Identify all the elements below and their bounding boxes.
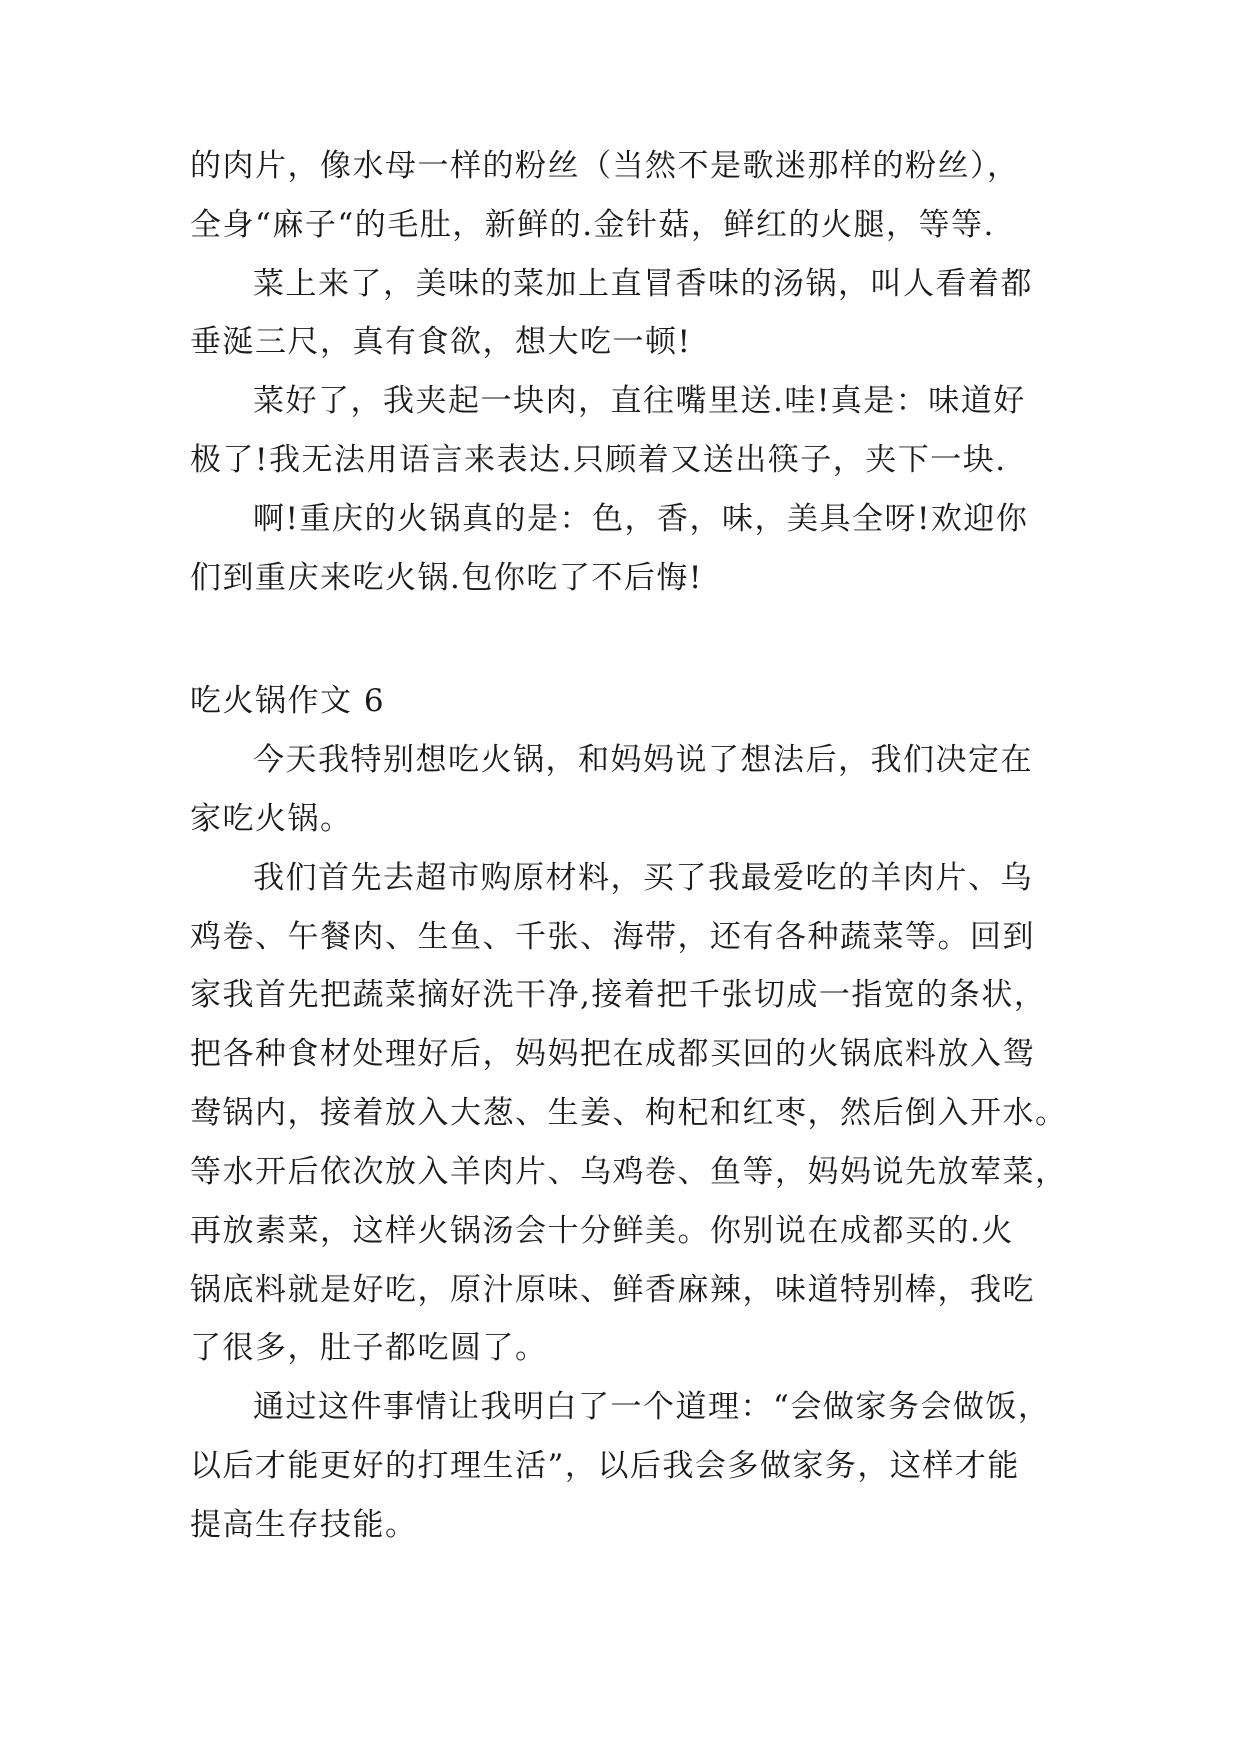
paragraph-line: 今天我特别想吃火锅，和妈妈说了想法后，我们决定在 bbox=[253, 742, 1033, 778]
paragraph-line: 极了!我无法用语言来表达.只顾着又送出筷子，夹下一块. bbox=[190, 442, 1007, 478]
paragraph-line: 我们首先去超市购原材料，买了我最爱吃的羊肉片、乌 bbox=[253, 860, 1033, 896]
paragraph-line: 们到重庆来吃火锅.包你吃了不后悔! bbox=[190, 560, 703, 596]
paragraph-line: 提高生存技能。 bbox=[190, 1507, 418, 1543]
paragraph-line: 锅底料就是好吃，原汁原味、鲜香麻辣，味道特别棒，我吃 bbox=[190, 1272, 1035, 1308]
section-heading: 吃火锅作文 6 bbox=[190, 683, 386, 719]
paragraph-line: 的肉片，像水母一样的粉丝（当然不是歌迷那样的粉丝）， bbox=[190, 148, 1020, 184]
paragraph-line: 再放素菜，这样火锅汤会十分鲜美。你别说在成都买的.火 bbox=[190, 1213, 1014, 1249]
paragraph-line: 等水开后依次放入羊肉片、乌鸡卷、鱼等，妈妈说先放荤菜， bbox=[190, 1154, 1068, 1190]
paragraph-line: 啊!重庆的火锅真的是：色，香，味，美具全呀!欢迎你 bbox=[253, 501, 1029, 537]
paragraph-line: 全身“麻子“的毛肚，新鲜的.金针菇，鲜红的火腿，等等. bbox=[190, 207, 995, 243]
paragraph-line: 菜好了，我夹起一块肉，直往嘴里送.哇!真是：味道好 bbox=[253, 383, 1026, 419]
paragraph-line: 了很多，肚子都吃圆了。 bbox=[190, 1330, 548, 1366]
paragraph-line: 鸯锅内，接着放入大葱、生姜、枸杞和红枣，然后倒入开水。 bbox=[190, 1095, 1068, 1131]
paragraph-line: 通过这件事情让我明白了一个道理：“会做家务会做饭， bbox=[253, 1389, 1051, 1425]
paragraph-line: 垂涎三尺，真有食欲，想大吃一顿! bbox=[190, 324, 692, 360]
paragraph-line: 家我首先把蔬菜摘好洗干净,接着把千张切成一指宽的条状， bbox=[190, 977, 1047, 1013]
paragraph-line: 以后才能更好的打理生活”，以后我会多做家务，这样才能 bbox=[190, 1448, 1020, 1484]
paragraph-line: 鸡卷、午餐肉、生鱼、千张、海带，还有各种蔬菜等。回到 bbox=[190, 919, 1035, 955]
paragraph-line: 家吃火锅。 bbox=[190, 801, 353, 837]
paragraph-line: 菜上来了，美味的菜加上直冒香味的汤锅，叫人看着都 bbox=[253, 266, 1033, 302]
paragraph-line: 把各种食材处理好后，妈妈把在成都买回的火锅底料放入鸳 bbox=[190, 1036, 1035, 1072]
